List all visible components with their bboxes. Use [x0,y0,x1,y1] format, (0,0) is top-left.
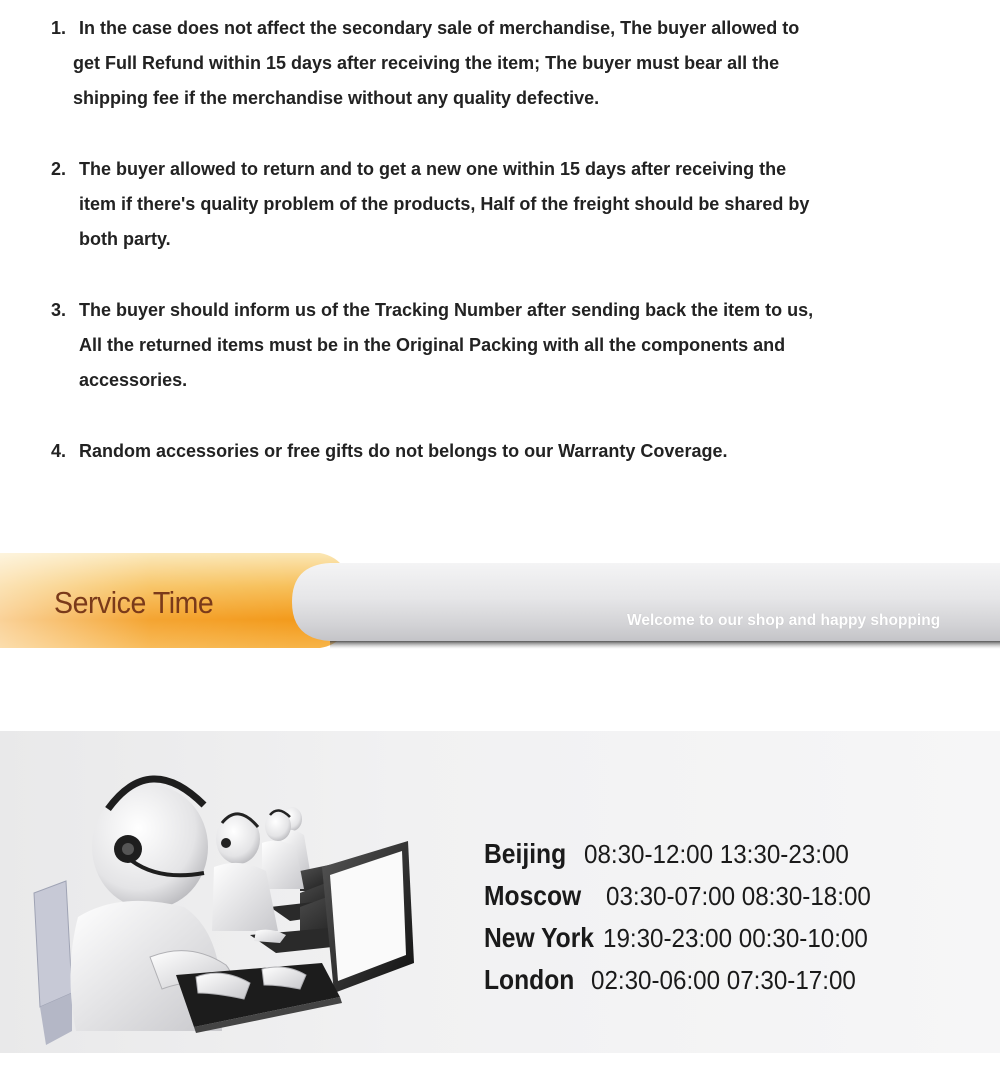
policy-item-number: 3. [51,300,67,320]
policy-item-text [79,152,919,257]
customer-service-agents-illustration [0,731,460,1053]
service-hours: 03:30-07:00 08:30-18:00 [606,881,871,911]
policy-line: In the case does not affect the secondary sale of merchandise, The buyer allowed to [79,18,800,38]
policy-line: both party. [79,229,171,249]
policy-item-number: 2. [51,159,67,179]
policy-line: The buyer allowed to return and to get a new one within 15 days after receiving the [79,159,787,179]
banner-subtitle: Welcome to our shop and happy shopping [627,612,941,629]
policy-line: shipping fee if the merchandise without any quality defective. [73,88,600,108]
policy-item-text [79,293,919,398]
service-hours: 19:30-23:00 00:30-10:00 [603,923,868,953]
city-name: New York [484,922,595,953]
policy-line: accessories. [79,370,188,390]
bar-shadow [330,641,1000,649]
policy-item-number: 4. [51,441,67,461]
policy-item-text [79,434,919,469]
schedule-row-new-york [484,920,924,962]
schedule-row-moscow [484,878,924,920]
policy-line: Random accessories or free gifts do not belongs to our Warranty Coverage. [79,441,728,461]
service-hours: 02:30-06:00 07:30-17:00 [591,965,856,995]
schedule-row-london [484,962,904,1004]
policy-line: The buyer should inform us of the Tracking Number after sending back the item to us, [79,300,814,320]
banner-title: Service Time [54,585,214,620]
policy-line: get Full Refund within 15 days after receiving the item; The buyer must bear all the [73,53,780,73]
policy-item-number: 1. [51,18,67,38]
city-name: Moscow [484,880,582,911]
city-name: Beijing [484,838,567,869]
city-name: London [484,964,575,995]
policy-line: item if there's quality problem of the products, Half of the freight should be shared by [79,194,810,214]
schedule-row-beijing [484,836,904,878]
service-hours: 08:30-12:00 13:30-23:00 [584,839,849,869]
policy-line: All the returned items must be in the Original Packing with all the components and [79,335,786,355]
policy-item-text [73,11,919,116]
